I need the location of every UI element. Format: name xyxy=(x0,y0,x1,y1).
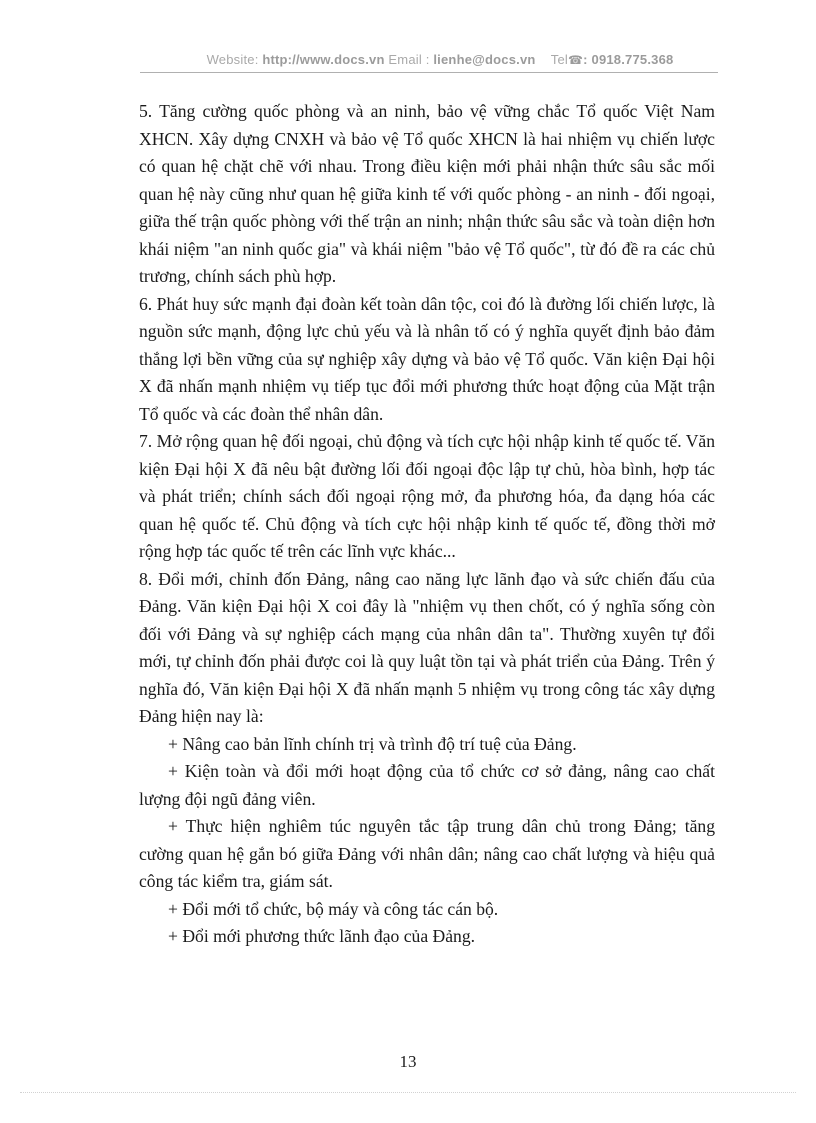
bullet-item: + Đổi mới phương thức lãnh đạo của Đảng. xyxy=(168,926,476,946)
paragraph-5: 5. Tăng cường quốc phòng và an ninh, bảo vệ vững chắc Tổ quốc Việt Nam XHCN. Xây dựng CNXH và bảo vệ Tổ quốc XHCN là hai nhiệm vụ chiến lược có quan hệ chặt chẽ với nhau. Trong điều kiện mới phải nhận thức sâu sắc mối quan hệ này cũng như quan hệ giữa kinh tế với quốc phòng - an ninh - đối ngoại, giữa thế trận quốc phòng với thế trận an ninh; nhận thức sâu sắc và toàn diện hơn khái niệm "an ninh quốc gia" và khái niệm "bảo vệ Tổ quốc", từ đó đề ra các chủ trương, chính sách phù hợp. xyxy=(139,101,715,286)
paragraph-8: 8. Đổi mới, chỉnh đốn Đảng, nâng cao năng lực lãnh đạo và sức chiến đấu của Đảng. Văn kiện Đại hội X coi đây là "nhiệm vụ then chốt, có ý nghĩa sống còn đối với Đảng và sự nghiệp cách mạng của nhân dân ta". Thường xuyên tự đổi mới, tự chỉnh đốn phải được coi là quy luật tồn tại và phát triển của Đảng. Trên ý nghĩa đó, Văn kiện Đại hội X đã nhấn mạnh 5 nhiệm vụ trong công tác xây dựng Đảng hiện nay là: xyxy=(139,568,715,726)
website-link[interactable]: http://www.docs.vn xyxy=(262,52,385,67)
page-header xyxy=(160,52,720,67)
page-number: 13 xyxy=(399,1052,417,1071)
email-link[interactable]: lienhe@docs.vn xyxy=(433,52,536,67)
tel-number: : 0918.775.368 xyxy=(583,52,674,67)
phone-icon: ☎ xyxy=(568,53,584,67)
bullet-item: + Đổi mới tổ chức, bộ máy và công tác cán bộ. xyxy=(168,898,499,919)
bullet-item: + Thực hiện nghiêm túc nguyên tắc tập trung dân chủ trong Đảng; tăng cường quan hệ gắn bó giữa Đảng với nhân dân; nâng cao chất lượng và hiệu quả công tác kiểm tra, giám sát. xyxy=(139,816,715,891)
bullet-item: + Kiện toàn và đổi mới hoạt động của tổ chức cơ sở đảng, nâng cao chất lượng đội ngũ đảng viên. xyxy=(139,761,715,809)
paragraph-7: 7. Mở rộng quan hệ đối ngoại, chủ động và tích cực hội nhập kinh tế quốc tế. Văn kiện Đại hội X đã nêu bật đường lối đối ngoại độc lập tự chủ, hòa bình, hợp tác và phát triển; chính sách đối ngoại rộng mở, đa phương hóa, đa dạng hóa các quan hệ quốc tế. Chủ động và tích cực hội nhập kinh tế quốc tế, đồng thời mở rộng hợp tác quốc tế trên các lĩnh vực khác... xyxy=(139,431,716,561)
body-text xyxy=(139,98,715,951)
email-label: Email : xyxy=(388,52,430,67)
footer-divider xyxy=(20,1092,796,1093)
website-label: Website: xyxy=(206,52,259,67)
bullet-item: + Nâng cao bản lĩnh chính trị và trình độ trí tuệ của Đảng. xyxy=(168,733,577,754)
tel-label: Tel xyxy=(550,52,569,67)
paragraph-6: 6. Phát huy sức mạnh đại đoàn kết toàn dân tộc, coi đó là đường lối chiến lược, là nguồn sức mạnh, động lực chủ yếu và là nhân tố có ý nghĩa quyết định bảo đảm thắng lợi bền vững của sự nghiệp xây dựng và bảo vệ Tổ quốc. Văn kiện Đại hội X đã nhấn mạnh nhiệm vụ tiếp tục đổi mới phương thức hoạt động của Mặt trận Tổ quốc và các đoàn thể nhân dân. xyxy=(139,293,715,424)
header-divider xyxy=(140,72,718,73)
